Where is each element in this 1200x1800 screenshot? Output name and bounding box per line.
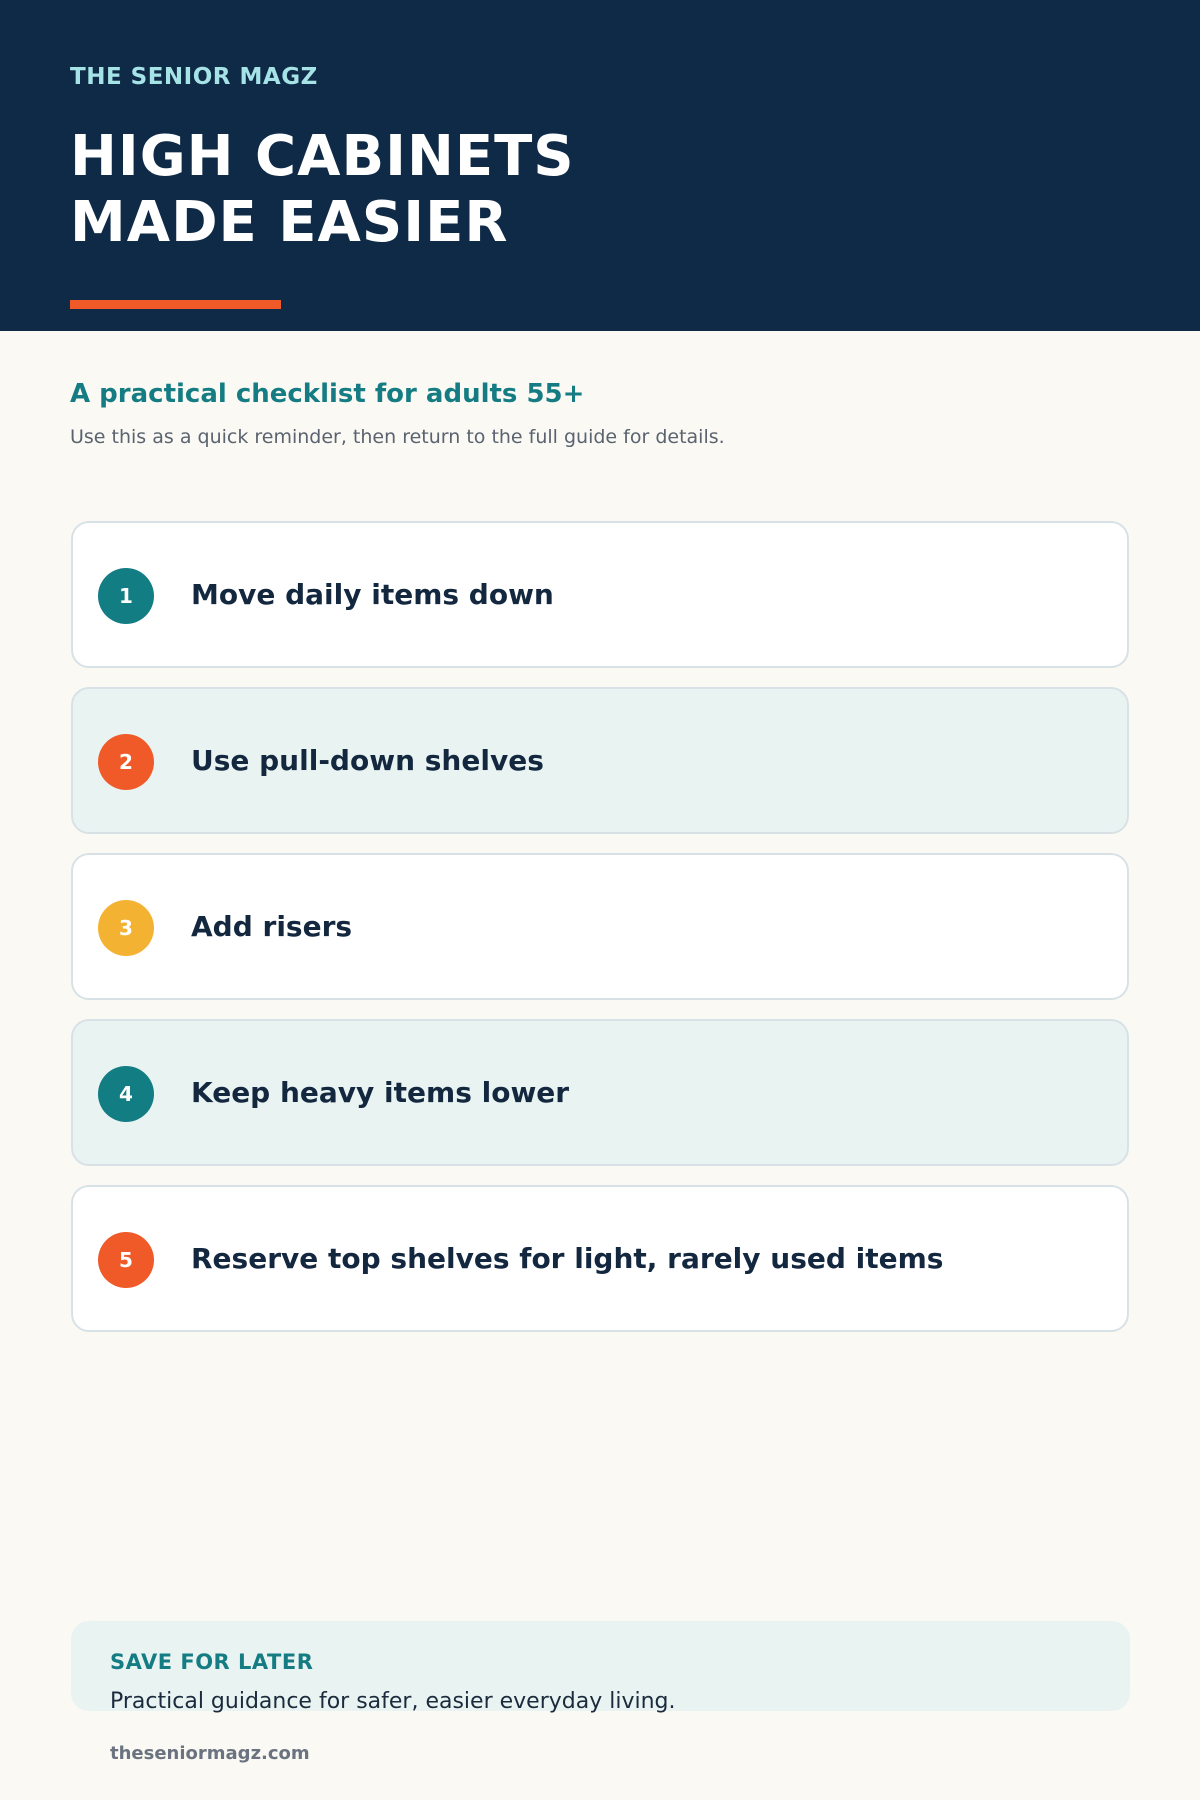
checklist-subtitle: A practical checklist for adults 55+ — [70, 379, 585, 409]
step-number-badge: 5 — [98, 1232, 154, 1288]
checklist-item-text: Move daily items down — [191, 578, 554, 611]
checklist-item — [71, 853, 1129, 1000]
step-number-badge: 3 — [98, 900, 154, 956]
step-number-badge: 4 — [98, 1066, 154, 1122]
header-banner — [0, 0, 1200, 331]
accent-divider — [70, 300, 281, 309]
checklist-item-text: Add risers — [191, 910, 353, 943]
page-title — [70, 124, 575, 256]
intro-text: Use this as a quick reminder, then return to the full guide for details. — [70, 426, 725, 448]
step-number-badge: 1 — [98, 568, 154, 624]
step-number-badge: 2 — [98, 734, 154, 790]
title-line-1: HIGH CABINETS — [70, 124, 575, 189]
website-url: theseniormagz.com — [110, 1743, 310, 1764]
checklist-item-text: Use pull-down shelves — [191, 744, 544, 777]
checklist-item — [71, 1185, 1129, 1332]
save-for-later-text: Practical guidance for safer, easier everyday living. — [110, 1689, 676, 1714]
title-line-2: MADE EASIER — [70, 190, 509, 255]
checklist-item-text: Keep heavy items lower — [191, 1076, 570, 1109]
brand-name: THE SENIOR MAGZ — [70, 64, 318, 90]
checklist-item — [71, 521, 1129, 668]
checklist-item-text: Reserve top shelves for light, rarely used items — [191, 1242, 944, 1275]
checklist-item — [71, 687, 1129, 834]
save-for-later-title: SAVE FOR LATER — [110, 1650, 314, 1674]
checklist-item — [71, 1019, 1129, 1166]
